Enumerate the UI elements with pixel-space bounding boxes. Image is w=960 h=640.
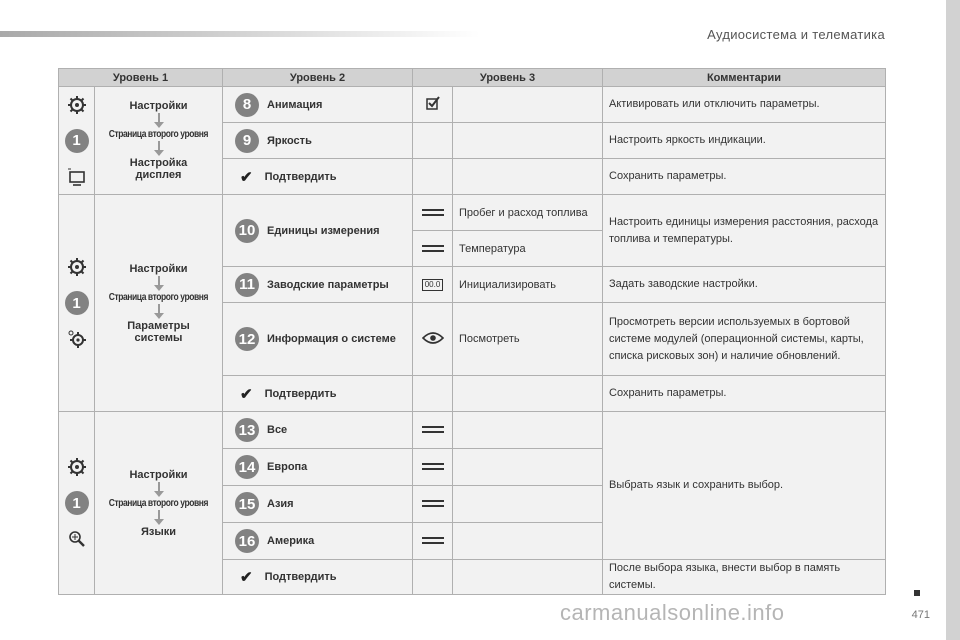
table-row — [59, 195, 886, 231]
comment-cell: Настроить единицы измерения расстояния, расхода топлива и температуры. — [603, 195, 886, 267]
comment-cell: После выбора языка, внести выбор в память системы. — [603, 560, 886, 595]
table-row — [59, 412, 886, 449]
section-title: Аудиосистема и телематика — [707, 27, 885, 42]
step-badge: 16 — [235, 529, 259, 553]
page-marker — [914, 590, 920, 596]
comment-cell: Настроить яркость индикации. — [603, 123, 886, 159]
step-badge: 11 — [235, 273, 259, 297]
level3-text-cell — [453, 412, 603, 449]
step-badge: 14 — [235, 455, 259, 479]
gear-icon — [67, 257, 87, 277]
col-header-level1: Уровень 1 — [59, 69, 223, 87]
settings-table — [58, 68, 886, 595]
level3-text-cell[interactable]: Посмотреть — [453, 303, 603, 376]
level3-icon-cell — [413, 449, 453, 486]
step-badge: 10 — [235, 219, 259, 243]
checkmark-icon: ✔ — [240, 569, 253, 586]
level2-label: Азия — [267, 498, 294, 510]
level3-text-cell — [453, 376, 603, 412]
level1-icons — [59, 412, 95, 595]
header-decor-bar — [0, 31, 480, 37]
level2-label: Все — [267, 424, 288, 436]
step-badge: 1 — [65, 291, 89, 315]
level3-icon-cell — [413, 87, 453, 123]
step-badge: 8 — [235, 93, 259, 117]
arrow-down-icon — [154, 482, 164, 497]
step-badge: 1 — [65, 491, 89, 515]
list-icon[interactable] — [422, 209, 444, 216]
level3-text-cell — [453, 159, 603, 195]
level3-icon-cell — [413, 267, 453, 303]
level3-icon-cell — [413, 523, 453, 560]
level1-icons — [59, 87, 95, 195]
level1-title: Настройки — [129, 262, 188, 275]
level3-text-cell — [453, 560, 603, 595]
level2-cell — [223, 412, 413, 449]
level1-item: Настройка дисплея — [129, 157, 188, 181]
level1-item: Языки — [140, 525, 177, 538]
display-icon — [67, 167, 87, 187]
level2-label: Америка — [267, 535, 315, 547]
checkmark-icon: ✔ — [240, 168, 253, 186]
level2-cell — [223, 486, 413, 523]
level1-cell — [95, 87, 223, 195]
comment-cell: Активировать или отключить параметры. — [603, 87, 886, 123]
level3-icon-cell — [413, 376, 453, 412]
level2-label: Анимация — [267, 98, 323, 111]
level2-cell — [223, 87, 413, 123]
level1-subtitle: Страница второго уровня — [108, 129, 209, 140]
level3-icon-cell — [413, 486, 453, 523]
col-header-comments: Комментарии — [603, 69, 886, 87]
step-badge: 1 — [65, 129, 89, 153]
level2-cell — [223, 303, 413, 376]
side-tab — [946, 0, 960, 640]
step-badge: 12 — [235, 327, 259, 351]
level2-cell — [223, 376, 413, 412]
comment-cell: Выбрать язык и сохранить выбор. — [603, 412, 886, 560]
watermark: carmanualsonline.info — [560, 600, 785, 625]
col-header-level2: Уровень 2 — [223, 69, 413, 87]
level1-title: Настройки — [129, 468, 188, 481]
level3-icon-cell — [413, 159, 453, 195]
table-row — [59, 87, 886, 123]
comment-cell: Просмотреть версии используемых в бортовой системе модулей (операционной системы, карты, списка рисковых зон) и наличие обновлений. — [603, 303, 886, 376]
list-icon[interactable] — [422, 500, 444, 507]
level1-item: Параметры системы — [127, 319, 190, 344]
level2-cell — [223, 159, 413, 195]
level2-label: Единицы измерения — [267, 224, 380, 237]
level2-label: Европа — [267, 461, 308, 473]
level2-label: Заводские параметры — [267, 278, 389, 291]
level1-subtitle: Страница второго уровня — [108, 291, 209, 303]
eye-icon[interactable] — [422, 331, 444, 345]
level3-icon-cell — [413, 123, 453, 159]
table-header-row — [59, 69, 886, 87]
gear-icon — [67, 457, 87, 477]
step-badge: 13 — [235, 418, 259, 442]
list-icon[interactable] — [422, 537, 444, 544]
level3-icon-cell — [413, 231, 453, 267]
level3-icon-cell — [413, 195, 453, 231]
col-header-level3: Уровень 3 — [413, 69, 603, 87]
arrow-down-icon — [154, 304, 164, 319]
arrow-down-icon — [154, 510, 164, 525]
comment-cell: Задать заводские настройки. — [603, 267, 886, 303]
level2-cell — [223, 123, 413, 159]
checkbox-icon[interactable] — [426, 96, 440, 110]
level2-label: Яркость — [267, 134, 312, 147]
level1-icons — [59, 195, 95, 412]
level1-subtitle: Страница второго уровня — [108, 497, 209, 509]
list-icon[interactable] — [422, 426, 444, 433]
language-icon — [67, 529, 87, 549]
level3-icon-cell — [413, 412, 453, 449]
level2-cell — [223, 560, 413, 595]
step-badge: 15 — [235, 492, 259, 516]
level1-cell — [95, 195, 223, 412]
level2-cell — [223, 195, 413, 267]
step-badge: 9 — [235, 129, 259, 153]
level3-text-cell — [453, 123, 603, 159]
level3-text-cell — [453, 449, 603, 486]
level3-text-cell[interactable]: Инициализировать — [453, 267, 603, 303]
level3-text-cell — [453, 523, 603, 560]
checkmark-icon: ✔ — [240, 385, 253, 403]
list-icon[interactable] — [422, 463, 444, 470]
level2-label[interactable]: Подтвердить — [264, 170, 337, 183]
level2-label: Информация о системе — [267, 333, 396, 345]
arrow-down-icon — [154, 113, 164, 128]
level3-text-cell[interactable]: Пробег и расход топлива — [453, 195, 603, 231]
list-icon[interactable] — [422, 245, 444, 252]
reset-icon[interactable]: 00.0 — [422, 279, 444, 291]
page-number: 471 — [911, 609, 930, 621]
comment-cell: Сохранить параметры. — [603, 159, 886, 195]
level2-cell — [223, 523, 413, 560]
level3-icon-cell — [413, 303, 453, 376]
arrow-down-icon — [154, 276, 164, 291]
level2-cell — [223, 449, 413, 486]
level3-text-cell — [453, 87, 603, 123]
comment-cell: Сохранить параметры. — [603, 376, 886, 412]
gears-icon — [67, 329, 87, 349]
arrow-down-icon — [154, 141, 164, 156]
level1-title: Настройки — [129, 100, 188, 112]
level3-text-cell — [453, 486, 603, 523]
gear-icon — [67, 95, 87, 115]
level3-text-cell[interactable]: Температура — [453, 231, 603, 267]
level2-label[interactable]: Подтвердить — [264, 571, 337, 583]
level1-cell — [95, 412, 223, 595]
level3-icon-cell — [413, 560, 453, 595]
level2-label[interactable]: Подтвердить — [264, 387, 337, 400]
level2-cell — [223, 267, 413, 303]
